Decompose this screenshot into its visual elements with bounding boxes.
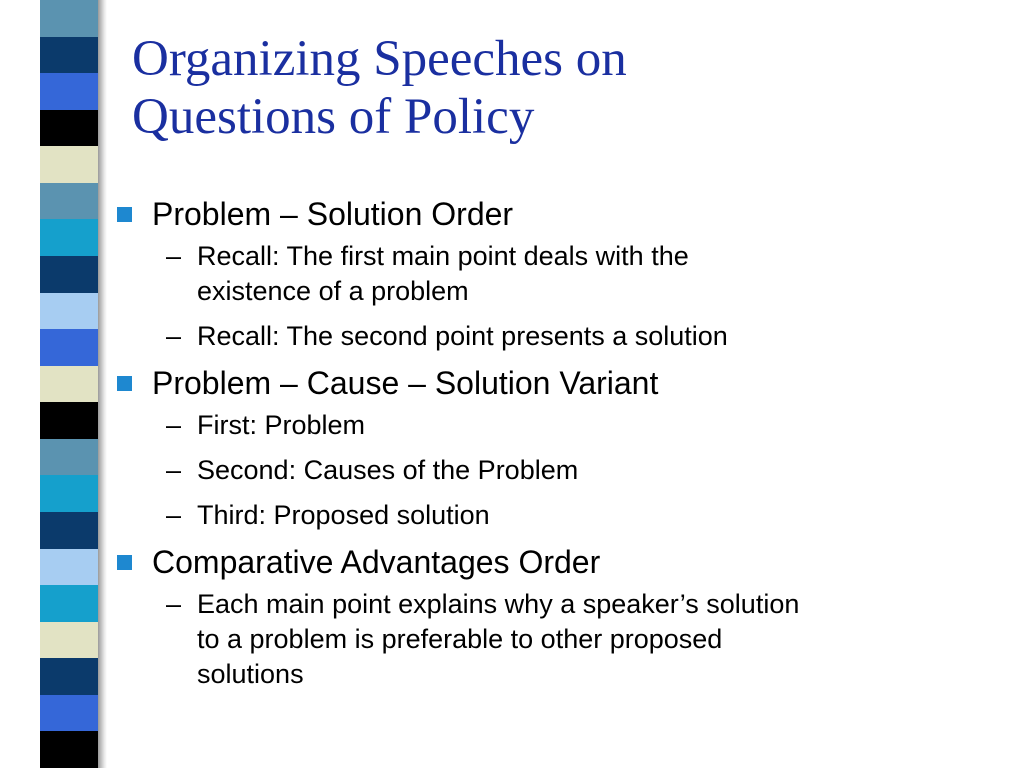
- sub-bullet-line: Third: Proposed solution: [197, 500, 490, 530]
- sub-bullet: [113, 239, 993, 309]
- square-bullet-icon: [117, 207, 132, 222]
- sub-bullet: [113, 587, 993, 692]
- stripe-block: [40, 622, 98, 659]
- sub-bullet-line: Second: Causes of the Problem: [197, 455, 579, 485]
- square-bullet-icon: [117, 555, 132, 570]
- slide-title: [132, 30, 992, 146]
- stripe-block: [40, 512, 98, 549]
- dash-bullet-icon: –: [166, 321, 182, 351]
- stripe-block: [40, 256, 98, 293]
- stripe-block: [40, 219, 98, 256]
- stripe-block: [40, 329, 98, 366]
- bullet-problem-cause-solution-variant: [113, 364, 993, 402]
- dash-bullet-icon: –: [166, 241, 182, 271]
- bullet-text: Comparative Advantages Order: [152, 544, 601, 580]
- title-line-1: Organizing Speeches on: [132, 31, 627, 87]
- stripe-block: [40, 73, 98, 110]
- stripe-block: [40, 110, 98, 147]
- stripe-block: [40, 439, 98, 476]
- stripe-block: [40, 658, 98, 695]
- slide-body: [113, 195, 993, 692]
- decorative-color-stripe: [0, 0, 118, 768]
- sub-bullet-line: Each main point explains why a speaker’s solution: [197, 589, 800, 619]
- title-line-2: Questions of Policy: [132, 89, 535, 145]
- stripe-block: [40, 549, 98, 586]
- sub-bullet-line: Recall: The second point presents a solution: [197, 321, 728, 351]
- stripe-block: [40, 37, 98, 74]
- sub-bullet-line: to a problem is preferable to other proposed: [197, 624, 723, 654]
- stripe-block: [40, 585, 98, 622]
- bullet-comparative-advantages-order: [113, 543, 993, 581]
- dash-bullet-icon: –: [166, 500, 182, 530]
- bullet-text: Problem – Solution Order: [152, 196, 514, 232]
- stripe-block: [40, 293, 98, 330]
- stripe-block: [40, 402, 98, 439]
- sub-bullet: [113, 319, 993, 354]
- dash-bullet-icon: –: [166, 589, 182, 619]
- bullet-text: Problem – Cause – Solution Variant: [152, 365, 659, 401]
- square-bullet-icon: [117, 376, 132, 391]
- sub-bullet-line: Recall: The first main point deals with the: [197, 241, 689, 271]
- stripe-block: [40, 0, 98, 37]
- stripe-block: [40, 366, 98, 403]
- sub-bullet-line: existence of a problem: [197, 276, 469, 306]
- sub-bullet: [113, 453, 993, 488]
- stripe-block: [40, 146, 98, 183]
- dash-bullet-icon: –: [166, 455, 182, 485]
- sub-bullet-line: First: Problem: [197, 410, 366, 440]
- sub-bullet-line: solutions: [197, 659, 304, 689]
- stripe-blocks: [40, 0, 98, 768]
- sub-bullet: [113, 408, 993, 443]
- stripe-block: [40, 475, 98, 512]
- stripe-block: [40, 695, 98, 732]
- stripe-block: [40, 731, 98, 768]
- bullet-problem-solution-order: [113, 195, 993, 233]
- stripe-block: [40, 183, 98, 220]
- sub-bullet: [113, 498, 993, 533]
- dash-bullet-icon: –: [166, 410, 182, 440]
- stripe-shadow: [98, 0, 107, 768]
